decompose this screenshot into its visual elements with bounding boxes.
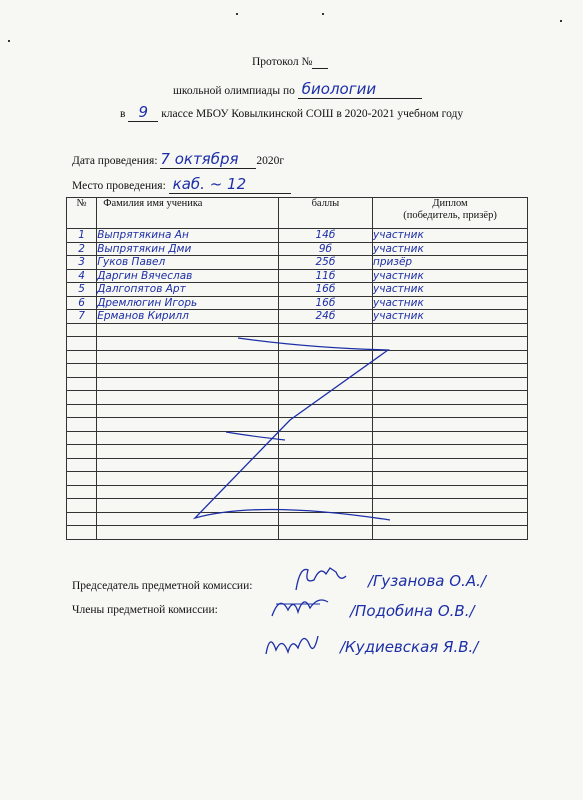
- header-diploma: Диплом (победитель, призёр): [373, 198, 528, 229]
- cell-name: Далгопятов Арт: [97, 283, 279, 297]
- cell-num: 2: [67, 242, 97, 256]
- cell-score: 11б: [278, 269, 372, 283]
- cell-num: 7: [67, 310, 97, 324]
- cell-diploma: участник: [373, 269, 528, 283]
- member1-name: /Подобина О.В./: [350, 602, 475, 620]
- cell-name: Даргин Вячеслав: [97, 269, 279, 283]
- cell-num: 1: [67, 229, 97, 243]
- cell-score: 16б: [278, 296, 372, 310]
- grade-line: в 9 классе МБОУ Ковылкинской СОШ в 2020-2021 учебном году: [120, 103, 464, 121]
- header-name: Фамилия имя ученика: [97, 198, 279, 229]
- cell-score: 14б: [278, 229, 372, 243]
- cell-diploma: участник: [373, 310, 528, 324]
- member1-signature: [268, 590, 332, 624]
- cell-num: 4: [67, 269, 97, 283]
- cell-score: 24б: [278, 310, 372, 324]
- member2-signature: [262, 626, 322, 660]
- place-value: каб. ~ 12: [169, 175, 291, 194]
- cell-score: 25б: [278, 256, 372, 270]
- cell-name: Ерманов Кирилл: [97, 310, 279, 324]
- cell-diploma: участник: [373, 242, 528, 256]
- members-label: Члены предметной комиссии:: [72, 604, 218, 616]
- header-num: №: [67, 198, 97, 229]
- cell-diploma: призёр: [373, 256, 528, 270]
- cell-score: 9б: [278, 242, 372, 256]
- cell-num: 3: [67, 256, 97, 270]
- cell-score: 16б: [278, 283, 372, 297]
- cell-diploma: участник: [373, 283, 528, 297]
- chairman-name: /Гузанова О.А./: [368, 572, 486, 590]
- cell-num: 5: [67, 283, 97, 297]
- cell-name: Выпрятякина Ан: [97, 229, 279, 243]
- date-line: Дата проведения: 7 октября 2020г: [72, 150, 285, 168]
- chairman-label: Председатель предметной комиссии:: [72, 580, 253, 592]
- cell-diploma: участник: [373, 229, 528, 243]
- place-line: Место проведения: каб. ~ 12: [72, 175, 291, 194]
- member2-name: /Кудиевская Я.В./: [340, 638, 479, 656]
- header-score: баллы: [278, 198, 372, 229]
- grade-value: 9: [128, 103, 158, 122]
- olympiad-subject-line: школьной олимпиады по биологии: [173, 80, 422, 99]
- protocol-title: Протокол №: [252, 56, 328, 69]
- cell-diploma: участник: [373, 296, 528, 310]
- cell-name: Гуков Павел: [97, 256, 279, 270]
- date-value: 7 октября: [160, 150, 256, 169]
- cell-name: Выпрятякин Дми: [97, 242, 279, 256]
- cell-name: Дремлюгин Игорь: [97, 296, 279, 310]
- cell-num: 6: [67, 296, 97, 310]
- subject-value: биологии: [298, 80, 422, 99]
